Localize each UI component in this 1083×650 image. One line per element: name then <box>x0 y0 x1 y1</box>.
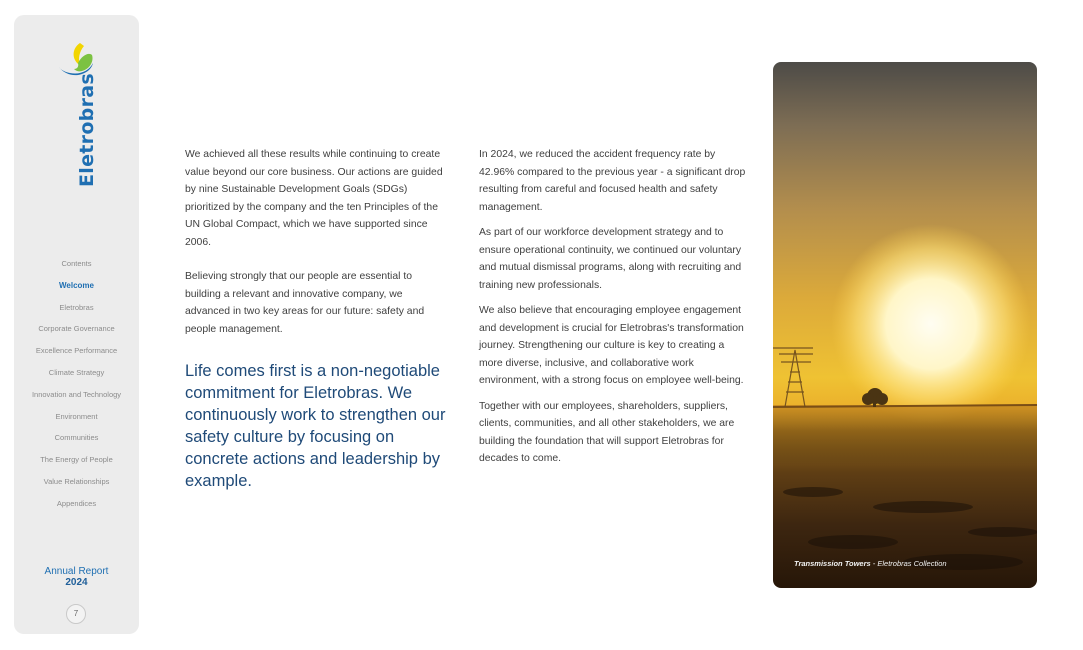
nav-item-value-relationships[interactable]: Value Relationships <box>43 476 110 486</box>
nav-item-excellence-performance[interactable]: Excellence Performance <box>35 346 118 356</box>
annual-report-label <box>14 566 139 588</box>
sidebar <box>14 15 139 634</box>
nav-item-innovation-technology[interactable]: Innovation and Technology <box>31 389 122 399</box>
paragraph: We also believe that encouraging employee engagement and development is crucial for Eletrobras's transformation journey. Strengthening our culture is key to creating a more diverse, inclusive, and collaborative work environment, with a strong focus on employee well-being. <box>479 305 744 386</box>
photo-caption <box>794 559 1034 568</box>
nav-item-environment[interactable]: Environment <box>55 411 98 421</box>
nav-item-energy-of-people[interactable]: The Energy of People <box>40 455 113 465</box>
paragraph: In 2024, we reduced the accident frequency rate by 42.96% compared to the previous year - a significant drop resulting from careful and focused health and safety management. <box>479 149 746 213</box>
paragraph: Believing strongly that our people are essential to building a relevant and innovative company, we advanced in two key areas for our future: safety and people management. <box>185 271 425 335</box>
sun <box>831 224 1031 424</box>
transmission-towers-photo <box>773 62 1037 588</box>
nav-item-welcome[interactable]: Welcome <box>59 280 94 290</box>
page-number: 7 <box>66 604 86 624</box>
annual-report-year: 2024 <box>65 577 88 588</box>
caption-source: - Eletrobras Collection <box>870 559 947 568</box>
caption-title: Transmission Towers <box>794 559 871 568</box>
paragraph: Together with our employees, shareholders, suppliers, clients, communities, and all other stakeholders, we are building the foundation that will support Eletrobras for decades to come. <box>479 400 735 464</box>
paragraph: As part of our workforce development strategy and to ensure operational continuity, we continued our voluntary and mutual dismissal programs, along with recruiting and training new professionals. <box>479 227 742 291</box>
ground-haze <box>773 405 1037 465</box>
nav-item-eletrobras[interactable]: Eletrobras <box>59 302 94 312</box>
text-column-right <box>479 146 747 468</box>
nav-item-communities[interactable]: Communities <box>54 433 99 443</box>
nav-item-corporate-governance[interactable]: Corporate Governance <box>38 324 115 334</box>
nav-item-contents[interactable]: Contents <box>61 259 92 268</box>
transmission-tower-icon <box>773 348 813 407</box>
field-texture <box>783 487 1037 570</box>
annual-report-title: Annual Report <box>44 566 109 577</box>
nav-item-climate-strategy[interactable]: Climate Strategy <box>48 367 105 377</box>
paragraph: We achieved all these results while continuing to create value beyond our core business. Our actions are guided by nine Sustainable Development Goals (SDGs) prioritized by the company and the ten Principles of the UN Global Compact, which we have supported since 2006. <box>185 149 443 248</box>
sidebar-nav <box>14 253 139 515</box>
nav-item-appendices[interactable]: Appendices <box>56 498 97 508</box>
pull-quote: Life comes first is a non-negotiable commitment for Eletrobras. We continuously work to strengthen our safety culture by focusing on concrete actions and leadership by example. <box>185 362 446 490</box>
photo-scene <box>773 62 1037 588</box>
eletrobras-logo-wordmark: Eletrobras <box>76 73 98 187</box>
text-column-left <box>185 146 445 338</box>
